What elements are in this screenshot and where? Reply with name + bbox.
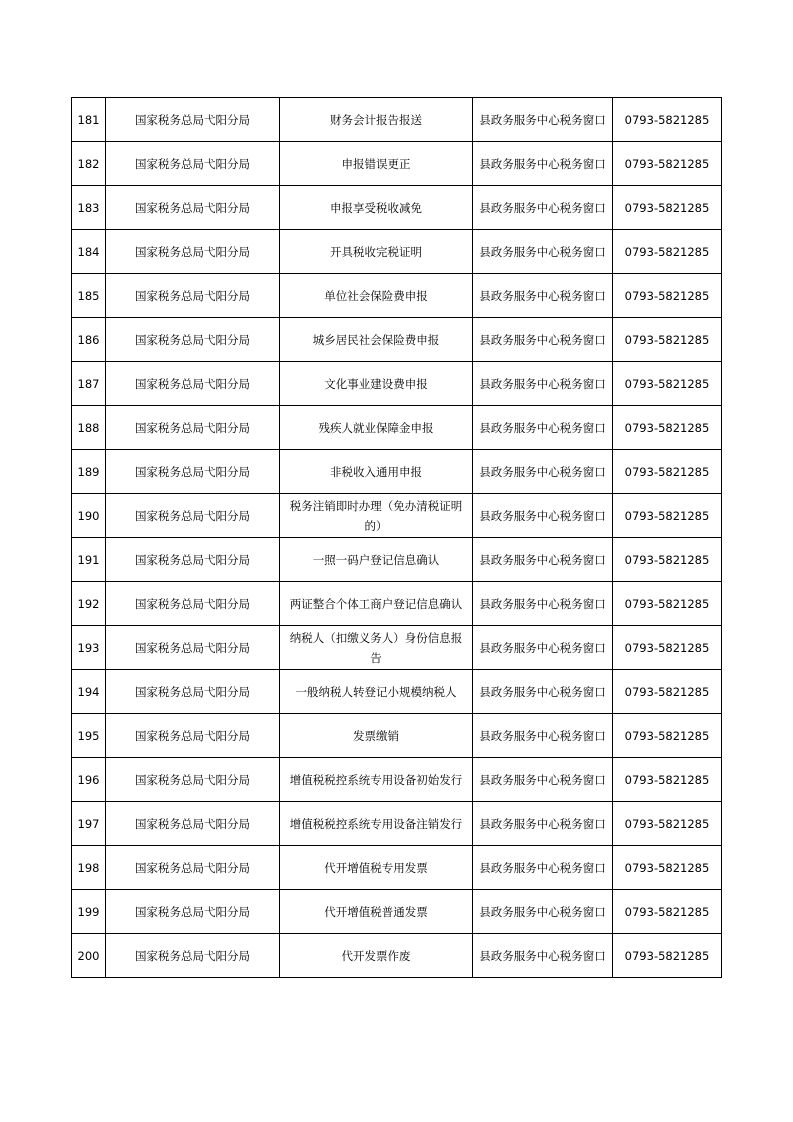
row-number-cell: 191 bbox=[72, 538, 106, 582]
department-cell: 国家税务总局弋阳分局 bbox=[106, 626, 280, 670]
service-location-cell: 县政务服务中心税务窗口 bbox=[473, 582, 613, 626]
service-item-cell: 代开增值税专用发票 bbox=[280, 846, 473, 890]
table-row bbox=[72, 538, 722, 582]
table-row bbox=[72, 274, 722, 318]
row-number-cell: 184 bbox=[72, 230, 106, 274]
row-number-cell: 194 bbox=[72, 670, 106, 714]
phone-cell: 0793-5821285 bbox=[613, 670, 722, 714]
department-cell: 国家税务总局弋阳分局 bbox=[106, 670, 280, 714]
row-number-cell: 182 bbox=[72, 142, 106, 186]
service-location-cell: 县政务服务中心税务窗口 bbox=[473, 802, 613, 846]
phone-cell: 0793-5821285 bbox=[613, 758, 722, 802]
service-location-cell: 县政务服务中心税务窗口 bbox=[473, 186, 613, 230]
service-item-cell: 单位社会保险费申报 bbox=[280, 274, 473, 318]
phone-cell: 0793-5821285 bbox=[613, 538, 722, 582]
row-number-cell: 189 bbox=[72, 450, 106, 494]
row-number-cell: 198 bbox=[72, 846, 106, 890]
service-item-cell: 城乡居民社会保险费申报 bbox=[280, 318, 473, 362]
table-row bbox=[72, 494, 722, 538]
service-location-cell: 县政务服务中心税务窗口 bbox=[473, 98, 613, 142]
service-item-cell: 财务会计报告报送 bbox=[280, 98, 473, 142]
service-item-cell: 开具税收完税证明 bbox=[280, 230, 473, 274]
row-number-cell: 197 bbox=[72, 802, 106, 846]
service-item-cell: 纳税人（扣缴义务人）身份信息报告 bbox=[280, 626, 473, 670]
row-number-cell: 183 bbox=[72, 186, 106, 230]
row-number-cell: 196 bbox=[72, 758, 106, 802]
phone-cell: 0793-5821285 bbox=[613, 186, 722, 230]
table-row bbox=[72, 362, 722, 406]
service-item-cell: 代开发票作废 bbox=[280, 934, 473, 978]
department-cell: 国家税务总局弋阳分局 bbox=[106, 318, 280, 362]
service-location-cell: 县政务服务中心税务窗口 bbox=[473, 626, 613, 670]
phone-cell: 0793-5821285 bbox=[613, 934, 722, 978]
service-item-cell: 税务注销即时办理（免办清税证明的） bbox=[280, 494, 473, 538]
phone-cell: 0793-5821285 bbox=[613, 230, 722, 274]
table-row bbox=[72, 406, 722, 450]
phone-cell: 0793-5821285 bbox=[613, 98, 722, 142]
row-number-cell: 192 bbox=[72, 582, 106, 626]
table-row bbox=[72, 846, 722, 890]
service-items-table bbox=[71, 97, 722, 978]
department-cell: 国家税务总局弋阳分局 bbox=[106, 406, 280, 450]
phone-cell: 0793-5821285 bbox=[613, 318, 722, 362]
phone-cell: 0793-5821285 bbox=[613, 802, 722, 846]
row-number-cell: 188 bbox=[72, 406, 106, 450]
department-cell: 国家税务总局弋阳分局 bbox=[106, 934, 280, 978]
department-cell: 国家税务总局弋阳分局 bbox=[106, 98, 280, 142]
phone-cell: 0793-5821285 bbox=[613, 626, 722, 670]
table-row bbox=[72, 758, 722, 802]
phone-cell: 0793-5821285 bbox=[613, 582, 722, 626]
table-row bbox=[72, 450, 722, 494]
table-row bbox=[72, 230, 722, 274]
row-number-cell: 186 bbox=[72, 318, 106, 362]
service-item-cell: 残疾人就业保障金申报 bbox=[280, 406, 473, 450]
row-number-cell: 200 bbox=[72, 934, 106, 978]
table-row bbox=[72, 802, 722, 846]
row-number-cell: 193 bbox=[72, 626, 106, 670]
table-row bbox=[72, 582, 722, 626]
department-cell: 国家税务总局弋阳分局 bbox=[106, 186, 280, 230]
service-item-cell: 增值税税控系统专用设备初始发行 bbox=[280, 758, 473, 802]
service-location-cell: 县政务服务中心税务窗口 bbox=[473, 538, 613, 582]
service-location-cell: 县政务服务中心税务窗口 bbox=[473, 758, 613, 802]
service-location-cell: 县政务服务中心税务窗口 bbox=[473, 714, 613, 758]
department-cell: 国家税务总局弋阳分局 bbox=[106, 758, 280, 802]
table-row bbox=[72, 714, 722, 758]
service-item-cell: 一般纳税人转登记小规模纳税人 bbox=[280, 670, 473, 714]
department-cell: 国家税务总局弋阳分局 bbox=[106, 450, 280, 494]
table-row bbox=[72, 318, 722, 362]
service-location-cell: 县政务服务中心税务窗口 bbox=[473, 494, 613, 538]
service-item-cell: 申报错误更正 bbox=[280, 142, 473, 186]
service-location-cell: 县政务服务中心税务窗口 bbox=[473, 670, 613, 714]
row-number-cell: 190 bbox=[72, 494, 106, 538]
service-location-cell: 县政务服务中心税务窗口 bbox=[473, 406, 613, 450]
department-cell: 国家税务总局弋阳分局 bbox=[106, 274, 280, 318]
service-location-cell: 县政务服务中心税务窗口 bbox=[473, 362, 613, 406]
row-number-cell: 187 bbox=[72, 362, 106, 406]
department-cell: 国家税务总局弋阳分局 bbox=[106, 494, 280, 538]
phone-cell: 0793-5821285 bbox=[613, 714, 722, 758]
table-row bbox=[72, 626, 722, 670]
service-item-cell: 增值税税控系统专用设备注销发行 bbox=[280, 802, 473, 846]
row-number-cell: 181 bbox=[72, 98, 106, 142]
phone-cell: 0793-5821285 bbox=[613, 450, 722, 494]
department-cell: 国家税务总局弋阳分局 bbox=[106, 538, 280, 582]
table-body bbox=[72, 98, 722, 978]
phone-cell: 0793-5821285 bbox=[613, 406, 722, 450]
phone-cell: 0793-5821285 bbox=[613, 890, 722, 934]
service-item-cell: 代开增值税普通发票 bbox=[280, 890, 473, 934]
department-cell: 国家税务总局弋阳分局 bbox=[106, 714, 280, 758]
service-item-cell: 发票缴销 bbox=[280, 714, 473, 758]
department-cell: 国家税务总局弋阳分局 bbox=[106, 802, 280, 846]
phone-cell: 0793-5821285 bbox=[613, 362, 722, 406]
department-cell: 国家税务总局弋阳分局 bbox=[106, 230, 280, 274]
service-item-cell: 文化事业建设费申报 bbox=[280, 362, 473, 406]
department-cell: 国家税务总局弋阳分局 bbox=[106, 582, 280, 626]
phone-cell: 0793-5821285 bbox=[613, 274, 722, 318]
row-number-cell: 199 bbox=[72, 890, 106, 934]
service-item-cell: 非税收入通用申报 bbox=[280, 450, 473, 494]
phone-cell: 0793-5821285 bbox=[613, 846, 722, 890]
department-cell: 国家税务总局弋阳分局 bbox=[106, 890, 280, 934]
service-item-cell: 两证整合个体工商户登记信息确认 bbox=[280, 582, 473, 626]
table-row bbox=[72, 670, 722, 714]
service-location-cell: 县政务服务中心税务窗口 bbox=[473, 230, 613, 274]
service-location-cell: 县政务服务中心税务窗口 bbox=[473, 274, 613, 318]
table-row bbox=[72, 142, 722, 186]
table-row bbox=[72, 934, 722, 978]
service-location-cell: 县政务服务中心税务窗口 bbox=[473, 318, 613, 362]
service-location-cell: 县政务服务中心税务窗口 bbox=[473, 142, 613, 186]
row-number-cell: 195 bbox=[72, 714, 106, 758]
service-item-cell: 一照一码户登记信息确认 bbox=[280, 538, 473, 582]
service-item-cell: 申报享受税收减免 bbox=[280, 186, 473, 230]
service-location-cell: 县政务服务中心税务窗口 bbox=[473, 890, 613, 934]
department-cell: 国家税务总局弋阳分局 bbox=[106, 846, 280, 890]
table-row bbox=[72, 186, 722, 230]
table-row bbox=[72, 98, 722, 142]
service-location-cell: 县政务服务中心税务窗口 bbox=[473, 846, 613, 890]
row-number-cell: 185 bbox=[72, 274, 106, 318]
table-row bbox=[72, 890, 722, 934]
service-location-cell: 县政务服务中心税务窗口 bbox=[473, 450, 613, 494]
phone-cell: 0793-5821285 bbox=[613, 142, 722, 186]
department-cell: 国家税务总局弋阳分局 bbox=[106, 362, 280, 406]
department-cell: 国家税务总局弋阳分局 bbox=[106, 142, 280, 186]
phone-cell: 0793-5821285 bbox=[613, 494, 722, 538]
service-location-cell: 县政务服务中心税务窗口 bbox=[473, 934, 613, 978]
